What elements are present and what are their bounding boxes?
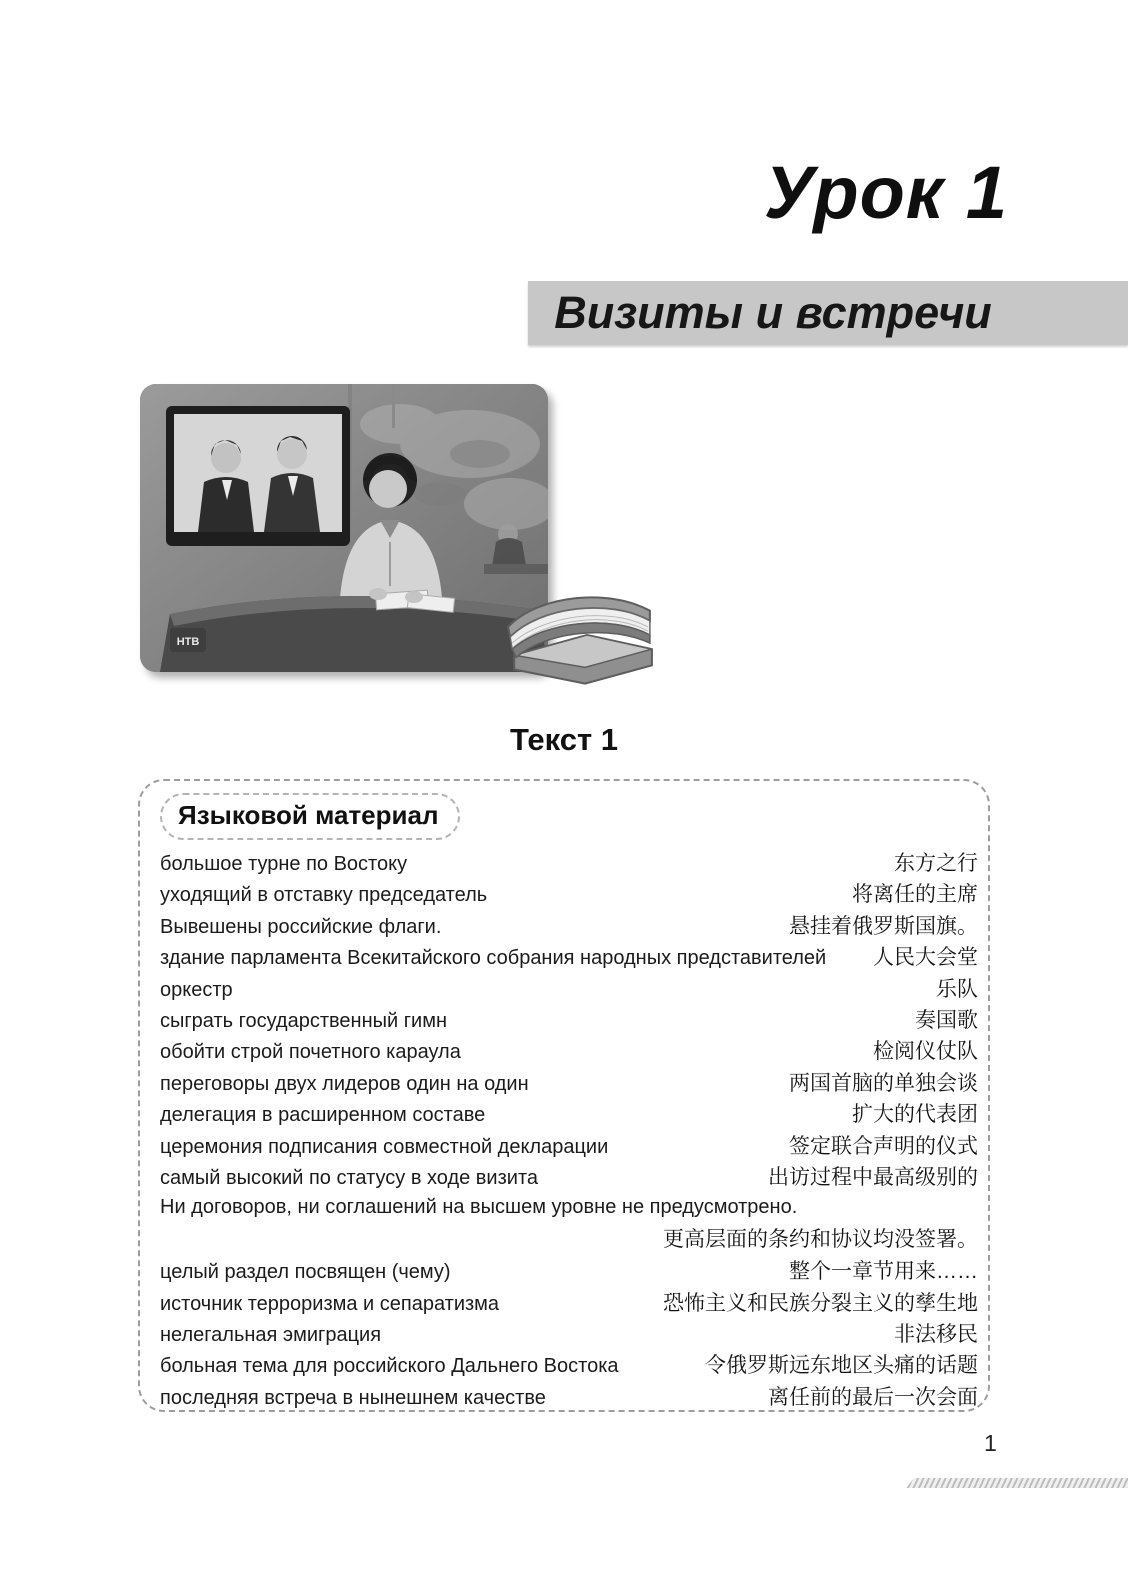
russian-phrase: сыграть государственный гимн bbox=[160, 1009, 447, 1032]
vocab-list bbox=[160, 847, 978, 1412]
chinese-translation: 离任前的最后一次会面 bbox=[768, 1385, 978, 1409]
chinese-translation: 奏国歌 bbox=[915, 1008, 978, 1032]
russian-phrase: целый раздел посвящен (чему) bbox=[160, 1261, 451, 1284]
vocab-row bbox=[160, 1381, 978, 1412]
page-number: 1 bbox=[984, 1430, 997, 1456]
vocab-row bbox=[160, 847, 978, 878]
tv-channel-logo bbox=[170, 628, 206, 652]
chinese-translation: 检阅仪仗队 bbox=[873, 1040, 978, 1064]
vocab-row bbox=[160, 1318, 978, 1349]
vocab-row bbox=[160, 1067, 978, 1098]
russian-phrase: здание парламента Всекитайского собрания народных представителей bbox=[160, 947, 827, 970]
chinese-translation: 东方之行 bbox=[894, 852, 978, 875]
russian-phrase: обойти строй почетного караула bbox=[160, 1041, 461, 1064]
chinese-translation: 人民大会堂 bbox=[873, 946, 978, 970]
language-material-header: Языковой материал bbox=[160, 793, 460, 840]
chinese-translation: 两国首脑的单独会谈 bbox=[789, 1071, 978, 1095]
lesson-title: Урок 1 bbox=[764, 151, 1008, 234]
russian-phrase: источник терроризма и сепаратизма bbox=[160, 1292, 500, 1315]
russian-phrase: нелегальная эмиграция bbox=[160, 1323, 382, 1346]
russian-phrase: переговоры двух лидеров один на один bbox=[160, 1072, 529, 1095]
chapter-banner bbox=[528, 281, 1128, 345]
chinese-translation: 整个一章节用来…… bbox=[789, 1260, 978, 1284]
studio-monitor bbox=[166, 406, 350, 546]
chinese-translation: 令俄罗斯远东地区头痛的话题 bbox=[705, 1354, 978, 1378]
section-title: Текст 1 bbox=[509, 722, 618, 757]
russian-phrase: самый высокий по статусу в ходе визита bbox=[160, 1166, 539, 1189]
chapter-banner-title: Визиты и встречи bbox=[554, 287, 992, 338]
vocab-row bbox=[160, 1004, 978, 1035]
vocab-row bbox=[160, 1098, 978, 1129]
vocab-row bbox=[160, 1161, 978, 1192]
vocab-row bbox=[160, 1349, 978, 1380]
russian-phrase: делегация в расширенном составе bbox=[160, 1104, 486, 1127]
vocab-row bbox=[160, 1255, 978, 1286]
vocab-row bbox=[160, 1130, 978, 1161]
vocab-row bbox=[160, 878, 978, 909]
russian-phrase: больная тема для российского Дальнего Востока bbox=[160, 1355, 619, 1378]
book-clipart bbox=[498, 576, 660, 696]
vocab-row bbox=[160, 973, 978, 1004]
chinese-translation: 将离任的主席 bbox=[852, 883, 978, 907]
news-broadcast-photo bbox=[140, 384, 548, 672]
chinese-translation: 扩大的代表团 bbox=[852, 1103, 978, 1127]
chinese-translation: 出访过程中最高级别的 bbox=[768, 1165, 978, 1189]
vocab-row bbox=[160, 941, 978, 972]
russian-phrase: большое турне по Востоку bbox=[160, 853, 408, 875]
chinese-translation: 乐队 bbox=[936, 977, 978, 1001]
vocab-row bbox=[160, 1035, 978, 1066]
vocab-row bbox=[160, 910, 978, 941]
chinese-translation: 非法移民 bbox=[894, 1322, 978, 1346]
news-broadcast-illustration bbox=[140, 384, 548, 672]
russian-phrase: церемония подписания совместной декларации bbox=[160, 1135, 609, 1158]
russian-phrase: уходящий в отставку председатель bbox=[160, 884, 488, 907]
tv-channel-logo-text: НТВ bbox=[176, 636, 200, 648]
russian-phrase: Ни договоров, ни соглашений на высшем уровне не предусмотрено. bbox=[160, 1196, 798, 1219]
vocab-row bbox=[160, 1192, 978, 1255]
russian-phrase: последняя встреча в нынешнем качестве bbox=[160, 1386, 546, 1409]
book-illustration bbox=[498, 576, 660, 696]
chinese-translation: 更高层面的条约和协议均没签署。 bbox=[663, 1227, 978, 1251]
russian-phrase: Вывешены российские флаги. bbox=[160, 915, 442, 938]
footer-decorative-bar bbox=[906, 1478, 1128, 1488]
chinese-translation: 签定联合声明的仪式 bbox=[789, 1134, 978, 1158]
chinese-translation: 恐怖主义和民族分裂主义的孳生地 bbox=[663, 1291, 978, 1315]
vocab-row bbox=[160, 1287, 978, 1318]
chinese-translation: 悬挂着俄罗斯国旗。 bbox=[789, 914, 978, 938]
language-material-box bbox=[138, 779, 990, 1412]
russian-phrase: оркестр bbox=[160, 978, 233, 1001]
